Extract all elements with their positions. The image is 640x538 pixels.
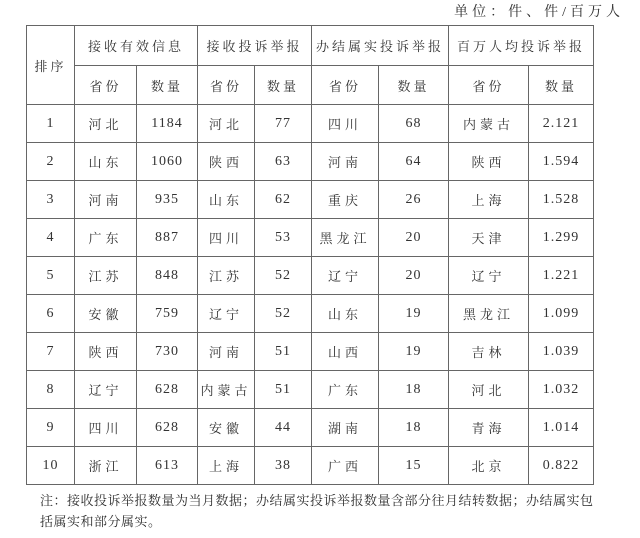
rank-cell: 7 xyxy=(27,333,75,371)
header-row-subs xyxy=(27,66,594,105)
province-cell: 上海 xyxy=(198,447,255,485)
rank-cell: 9 xyxy=(27,409,75,447)
unit-label: 单位：件、件/百万人 xyxy=(454,5,624,20)
quantity-cell: 26 xyxy=(379,181,449,219)
quantity-header-2: 数量 xyxy=(379,66,449,105)
province-header-2: 省份 xyxy=(312,66,379,105)
province-cell: 山东 xyxy=(312,295,379,333)
quantity-cell: 1.099 xyxy=(529,295,594,333)
quantity-header-3: 数量 xyxy=(529,66,594,105)
province-cell: 山西 xyxy=(312,333,379,371)
province-cell: 安徽 xyxy=(75,295,137,333)
table-body xyxy=(27,105,594,485)
quantity-cell: 759 xyxy=(137,295,198,333)
province-cell: 广东 xyxy=(312,371,379,409)
rank-cell: 10 xyxy=(27,447,75,485)
quantity-cell: 20 xyxy=(379,257,449,295)
quantity-cell: 77 xyxy=(255,105,312,143)
province-cell: 陕西 xyxy=(198,143,255,181)
table-row xyxy=(27,333,594,371)
rank-cell: 3 xyxy=(27,181,75,219)
province-cell: 辽宁 xyxy=(75,371,137,409)
province-cell: 河北 xyxy=(198,105,255,143)
quantity-cell: 848 xyxy=(137,257,198,295)
quantity-cell: 51 xyxy=(255,333,312,371)
quantity-cell: 1060 xyxy=(137,143,198,181)
province-cell: 安徽 xyxy=(198,409,255,447)
quantity-cell: 52 xyxy=(255,257,312,295)
quantity-cell: 613 xyxy=(137,447,198,485)
table-row xyxy=(27,447,594,485)
province-cell: 广东 xyxy=(75,219,137,257)
rank-cell: 8 xyxy=(27,371,75,409)
quantity-cell: 1.032 xyxy=(529,371,594,409)
quantity-header-1: 数量 xyxy=(255,66,312,105)
quantity-cell: 64 xyxy=(379,143,449,181)
quantity-cell: 19 xyxy=(379,333,449,371)
rank-cell: 2 xyxy=(27,143,75,181)
province-cell: 上海 xyxy=(449,181,529,219)
rank-cell: 6 xyxy=(27,295,75,333)
quantity-header-0: 数量 xyxy=(137,66,198,105)
quantity-cell: 628 xyxy=(137,371,198,409)
province-header-3: 省份 xyxy=(449,66,529,105)
table-row xyxy=(27,143,594,181)
province-cell: 河南 xyxy=(312,143,379,181)
quantity-cell: 18 xyxy=(379,409,449,447)
province-cell: 内蒙古 xyxy=(198,371,255,409)
province-cell: 青海 xyxy=(449,409,529,447)
quantity-cell: 52 xyxy=(255,295,312,333)
quantity-cell: 19 xyxy=(379,295,449,333)
table-row xyxy=(27,257,594,295)
province-cell: 江苏 xyxy=(75,257,137,295)
province-cell: 重庆 xyxy=(312,181,379,219)
province-cell: 辽宁 xyxy=(312,257,379,295)
quantity-cell: 53 xyxy=(255,219,312,257)
table-row xyxy=(27,105,594,143)
province-cell: 黑龙江 xyxy=(312,219,379,257)
quantity-cell: 730 xyxy=(137,333,198,371)
province-cell: 辽宁 xyxy=(198,295,255,333)
province-cell: 山东 xyxy=(75,143,137,181)
province-cell: 四川 xyxy=(75,409,137,447)
quantity-cell: 38 xyxy=(255,447,312,485)
group-header-0: 接收有效信息 xyxy=(75,26,198,66)
province-cell: 广西 xyxy=(312,447,379,485)
quantity-cell: 2.121 xyxy=(529,105,594,143)
province-cell: 湖南 xyxy=(312,409,379,447)
province-cell: 浙江 xyxy=(75,447,137,485)
table-row xyxy=(27,409,594,447)
rank-cell: 5 xyxy=(27,257,75,295)
rank-cell: 1 xyxy=(27,105,75,143)
rank-column-header: 排序 xyxy=(27,26,75,105)
quantity-cell: 1.594 xyxy=(529,143,594,181)
province-cell: 吉林 xyxy=(449,333,529,371)
group-header-1: 接收投诉举报 xyxy=(198,26,312,66)
quantity-cell: 1.221 xyxy=(529,257,594,295)
province-header-1: 省份 xyxy=(198,66,255,105)
quantity-cell: 1.528 xyxy=(529,181,594,219)
province-cell: 四川 xyxy=(198,219,255,257)
province-cell: 陕西 xyxy=(75,333,137,371)
province-cell: 河北 xyxy=(449,371,529,409)
province-cell: 四川 xyxy=(312,105,379,143)
province-cell: 黑龙江 xyxy=(449,295,529,333)
footnote xyxy=(40,490,594,532)
footnote-line-1: 注：接收投诉举报数量为当月数据；办结属实投诉举报数量含部分往月结转数据；办结属实包 xyxy=(40,493,594,508)
province-header-0: 省份 xyxy=(75,66,137,105)
province-cell: 河南 xyxy=(198,333,255,371)
province-cell: 内蒙古 xyxy=(449,105,529,143)
quantity-cell: 1184 xyxy=(137,105,198,143)
quantity-cell: 63 xyxy=(255,143,312,181)
province-cell: 江苏 xyxy=(198,257,255,295)
province-cell: 山东 xyxy=(198,181,255,219)
table-row xyxy=(27,295,594,333)
province-cell: 北京 xyxy=(449,447,529,485)
table-row xyxy=(27,371,594,409)
group-header-2: 办结属实投诉举报 xyxy=(312,26,449,66)
quantity-cell: 935 xyxy=(137,181,198,219)
province-cell: 河南 xyxy=(75,181,137,219)
group-header-3: 百万人均投诉举报 xyxy=(449,26,594,66)
ranking-table xyxy=(26,25,594,485)
quantity-cell: 20 xyxy=(379,219,449,257)
quantity-cell: 62 xyxy=(255,181,312,219)
footnote-line-2: 括属实和部分属实。 xyxy=(40,514,162,529)
quantity-cell: 887 xyxy=(137,219,198,257)
quantity-cell: 1.299 xyxy=(529,219,594,257)
province-cell: 辽宁 xyxy=(449,257,529,295)
quantity-cell: 18 xyxy=(379,371,449,409)
province-cell: 天津 xyxy=(449,219,529,257)
quantity-cell: 1.039 xyxy=(529,333,594,371)
quantity-cell: 1.014 xyxy=(529,409,594,447)
province-cell: 陕西 xyxy=(449,143,529,181)
quantity-cell: 15 xyxy=(379,447,449,485)
province-cell: 河北 xyxy=(75,105,137,143)
table-row xyxy=(27,181,594,219)
table-header xyxy=(27,26,594,105)
table-row xyxy=(27,219,594,257)
quantity-cell: 68 xyxy=(379,105,449,143)
quantity-cell: 0.822 xyxy=(529,447,594,485)
header-row-groups xyxy=(27,26,594,66)
quantity-cell: 51 xyxy=(255,371,312,409)
quantity-cell: 44 xyxy=(255,409,312,447)
quantity-cell: 628 xyxy=(137,409,198,447)
rank-cell: 4 xyxy=(27,219,75,257)
